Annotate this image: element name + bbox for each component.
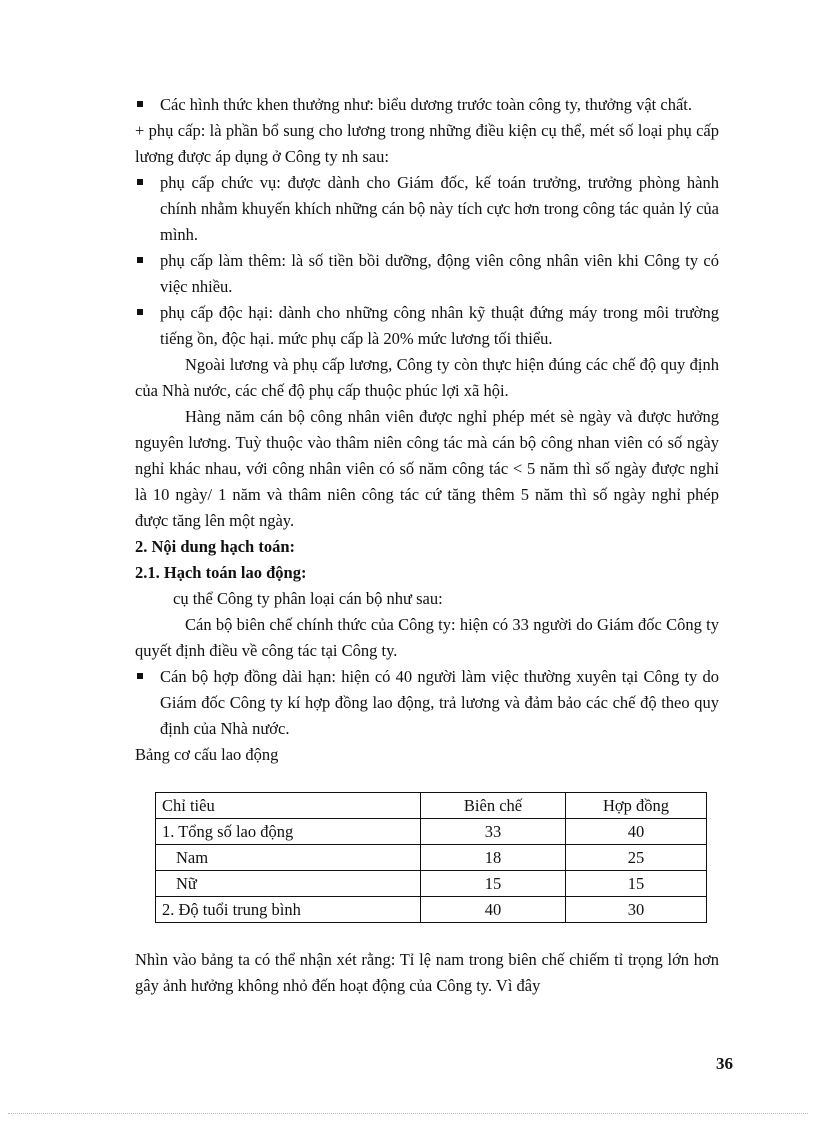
- table-row: [156, 871, 707, 897]
- page-border-dotted: [8, 1113, 808, 1114]
- table-cell: 33: [421, 819, 566, 845]
- page-number: 36: [716, 1054, 733, 1073]
- table-header-cell: Hợp đồng: [566, 793, 707, 819]
- table-cell: Nam: [156, 845, 421, 871]
- table-cell: 15: [566, 871, 707, 897]
- table-cell: 40: [421, 897, 566, 923]
- bullet-hop-dong: Cán bộ hợp đồng dài hạn: hiện có 40 người làm việc thường xuyên tại Công ty do Giám đốc Công ty kí hợp đồng lao động, trả lương và đảm bảo các chế độ theo quy định của Nhà nước.: [135, 664, 719, 742]
- table-cell: 30: [566, 897, 707, 923]
- bullet-phu-cap-chuc-vu: phụ cấp chức vụ: được dành cho Giám đốc, kế toán trưởng, trưởng phòng hành chính nhằm khuyến khích những cán bộ này tích cực hơn trong công tác quản lý của mình.: [135, 170, 719, 248]
- paragraph-ngoai-luong: Ngoài lương và phụ cấp lương, Công ty còn thực hiện đúng các chế độ quy định của Nhà nước, các chế độ phụ cấp thuộc phúc lợi xã hội.: [135, 355, 719, 400]
- table-cell: 2. Độ tuổi trung bình: [156, 897, 421, 923]
- labor-structure-table: [155, 792, 707, 923]
- heading-hach-toan-lao-dong: 2.1. Hạch toán lao động:: [135, 563, 307, 582]
- table-row: [156, 845, 707, 871]
- heading-noi-dung-hach-toan: 2. Nội dung hạch toán:: [135, 537, 295, 556]
- table-cell: Nữ: [156, 871, 421, 897]
- paragraph-phu-cap: + phụ cấp: là phần bổ sung cho lương trong những điều kiện cụ thể, mét số loại phụ cấp lương được áp dụng ở Công ty nh sau:: [135, 121, 719, 166]
- table-cell: 18: [421, 845, 566, 871]
- table-cell: 40: [566, 819, 707, 845]
- table-header-cell: Chỉ tiêu: [156, 793, 421, 819]
- table-header-cell: Biên chế: [421, 793, 566, 819]
- table-header-row: [156, 793, 707, 819]
- table-cell: 15: [421, 871, 566, 897]
- table-row: [156, 819, 707, 845]
- table-cell: 1. Tổng số lao động: [156, 819, 421, 845]
- bullet-khen-thuong: Các hình thức khen thưởng như: biểu dương trước toàn công ty, thưởng vật chất.: [135, 92, 719, 118]
- bullet-phu-cap-lam-them: phụ cấp làm thêm: là số tiền bồi dưỡng, động viên công nhân viên khi Công ty có việc nhiều.: [135, 248, 719, 300]
- page-content: [135, 92, 719, 999]
- paragraph-nhan-xet: Nhìn vào bảng ta có thể nhận xét rằng: Tỉ lệ nam trong biên chế chiếm tỉ trọng lớn hơn gây ảnh hưởng không nhỏ đến hoạt động của Công ty. Vì đây: [135, 950, 719, 995]
- paragraph-nghi-phep: Hàng năm cán bộ công nhân viên được nghỉ phép mét sè ngày và được hưởng nguyên lương. Tuỳ thuộc vào thâm niên công tác mà cán bộ công nhan viên có số ngày nghỉ khác nhau, với công nhân viên có số năm công tác < 5 năm thì số ngày được nghỉ là 10 ngày/ 1 năm và thâm niên công tác cứ tăng thêm 5 năm thì số ngày nghỉ phép được tăng lên một ngày.: [135, 407, 719, 530]
- paragraph-bien-che: Cán bộ biên chế chính thức của Công ty: hiện có 33 người do Giám đốc Công ty quyết định điều về công tác tại Công ty.: [135, 615, 719, 660]
- paragraph-phan-loai: cụ thể Công ty phân loại cán bộ như sau:: [173, 589, 443, 608]
- table-row: [156, 897, 707, 923]
- table-cell: 25: [566, 845, 707, 871]
- table-caption: Bảng cơ cấu lao động: [135, 745, 279, 764]
- bullet-phu-cap-doc-hai: phụ cấp độc hại: dành cho những công nhân kỹ thuật đứng máy trong môi trường tiếng ồn, độc hại. mức phụ cấp là 20% mức lương tối thiểu.: [135, 300, 719, 352]
